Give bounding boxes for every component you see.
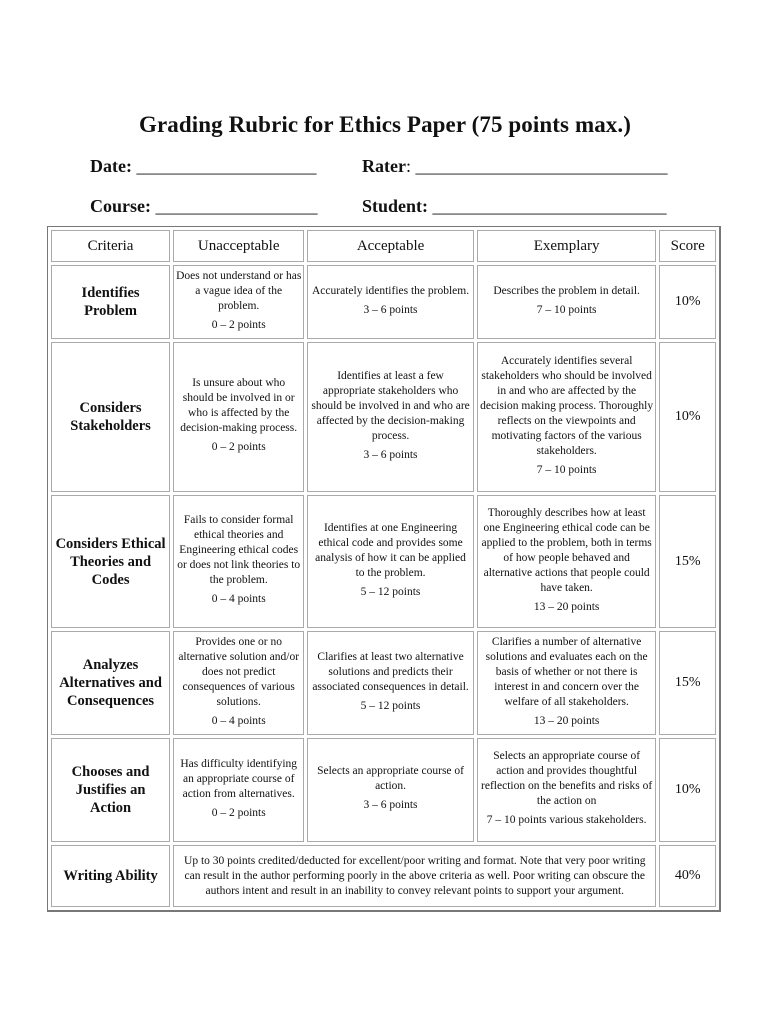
rater-field [362,156,668,177]
exemplary-text: Selects an appropriate course of action and provides thoughtful reflection on the benefits and risks of the action on [481,750,653,807]
exemplary-cell [477,265,657,339]
table-row [51,631,716,735]
criteria-text: Writing Ability [63,868,158,884]
exemplary-points: 13 – 20 points [533,714,600,727]
acceptable-text: Accurately identifies the problem. [312,284,470,297]
exemplary-cell [477,342,657,492]
acceptable-points: 3 – 6 points [363,448,418,461]
unacceptable-points: 0 – 4 points [211,593,266,605]
course-field [90,196,318,217]
score-value: 15% [674,675,701,690]
criteria-text: Analyzes Alternatives and Consequences [59,657,162,709]
score-value: 10% [674,782,701,797]
writing-description: Up to 30 points credited/deducted for excellent/poor writing and format. Note that very poor writing can result in the author performing poorly in the above criteria as well. Poor writing can obscure the authors intent and result in an inability to convey relevant points to support your argument. [173,845,656,907]
score-cell [659,738,716,842]
score-cell [659,631,716,735]
course-label: Course: [90,196,156,216]
table-row [51,342,716,492]
exemplary-points: 7 – 10 points [536,303,597,316]
date-blank: ____________________ [136,156,317,176]
exemplary-points: 7 – 10 points [536,463,597,476]
criteria-cell [51,738,170,842]
acceptable-text: Clarifies at least two alternative solutions and predicts their associated consequences in detail. [312,650,469,693]
date-field [90,156,316,177]
acceptable-cell [307,342,474,492]
date-label: Date: [90,156,137,176]
criteria-cell [51,845,170,907]
criteria-text: Considers Stakeholders [70,400,151,434]
rater-blank: : ____________________________ [405,156,668,176]
criteria-text: Considers Ethical Theories and Codes [55,535,166,588]
unacceptable-cell [173,631,304,735]
unacceptable-text: Is unsure about who should be involved in or who is affected by the decision-making process. [180,377,298,434]
unacceptable-points: 0 – 2 points [211,806,266,819]
course-blank: __________________ [155,196,318,216]
header-acceptable: Acceptable [307,230,474,262]
acceptable-points: 5 – 12 points [360,699,421,712]
score-cell [659,265,716,339]
unacceptable-points: 0 – 2 points [211,318,266,331]
acceptable-points: 3 – 6 points [363,303,418,316]
criteria-cell [51,342,170,492]
exemplary-points: 13 – 20 points [533,600,600,613]
exemplary-cell [477,495,657,628]
unacceptable-cell [173,738,304,842]
table-row [51,495,716,628]
score-cell [659,495,716,628]
criteria-cell [51,495,170,628]
student-label: Student: [362,196,433,216]
acceptable-cell [307,631,474,735]
acceptable-cell [307,495,474,628]
exemplary-points: 7 – 10 points various stakeholders. [486,814,647,826]
acceptable-text: Identifies at least a few appropriate stakeholders who should be involved in and who are affected by the decision-making process. [311,369,470,442]
acceptable-points: 3 – 6 points [363,799,418,811]
student-blank: __________________________ [432,196,667,216]
header-criteria: Criteria [51,230,170,262]
exemplary-text: Accurately identifies several stakeholders who should be involved in and who are affected by the decision making process. Thoroughly reflects on the viewpoints and motivating factors of the various stakeholders. [480,354,654,457]
criteria-text: Chooses and Justifies an Action [71,764,150,816]
writing-row [51,845,716,907]
unacceptable-text: Has difficulty identifying an appropriate course of action from alternatives. [180,757,298,800]
score-value: 10% [674,294,701,309]
criteria-cell [51,265,170,339]
exemplary-text: Clarifies a number of alternative solutions and evaluates each on the basis of whether or not there is interest in and concern over the welfare of all stakeholders. [485,635,648,708]
score-value: 10% [674,409,701,424]
exemplary-text: Thoroughly describes how at least one Engineering ethical code can be applied to the problem, both in terms of how people behaved and alternative actions that people could have taken. [481,506,652,594]
acceptable-cell [307,738,474,842]
unacceptable-cell [173,495,304,628]
exemplary-cell [477,738,657,842]
header-exemplary: Exemplary [477,230,657,262]
student-field [362,196,667,217]
score-cell [659,342,716,492]
acceptable-text: Identifies at one Engineering ethical code and provides some analysis of how it can be applied to the problem. [315,521,466,579]
header-score: Score [659,230,716,262]
exemplary-text: Describes the problem in detail. [493,284,640,297]
header-row [51,230,716,262]
table-row [51,738,716,842]
unacceptable-points: 0 – 2 points [211,441,266,453]
unacceptable-text: Provides one or no alternative solution and/or does not predict consequences of various solutions. [178,635,300,708]
rubric-table [47,226,721,912]
table-row [51,265,716,339]
unacceptable-points: 0 – 4 points [211,714,266,727]
header-unacceptable: Unacceptable [173,230,304,262]
page-title: Grading Rubric for Ethics Paper (75 points max.) [138,112,632,137]
acceptable-points: 5 – 12 points [360,585,421,598]
criteria-cell [51,631,170,735]
unacceptable-cell [173,342,304,492]
unacceptable-text: Does not understand or has a vague idea of the problem. [176,269,302,312]
acceptable-cell [307,265,474,339]
rater-label: Rater [362,156,406,176]
unacceptable-cell [173,265,304,339]
score-cell [659,845,716,907]
unacceptable-text: Fails to consider formal ethical theories and Engineering ethical codes or does not link theories to the problem. [177,514,301,586]
acceptable-text: Selects an appropriate course of action. [317,765,464,792]
score-value: 40% [674,868,701,883]
criteria-text: Identifies Problem [81,285,140,319]
score-value: 15% [674,553,701,569]
exemplary-cell [477,631,657,735]
